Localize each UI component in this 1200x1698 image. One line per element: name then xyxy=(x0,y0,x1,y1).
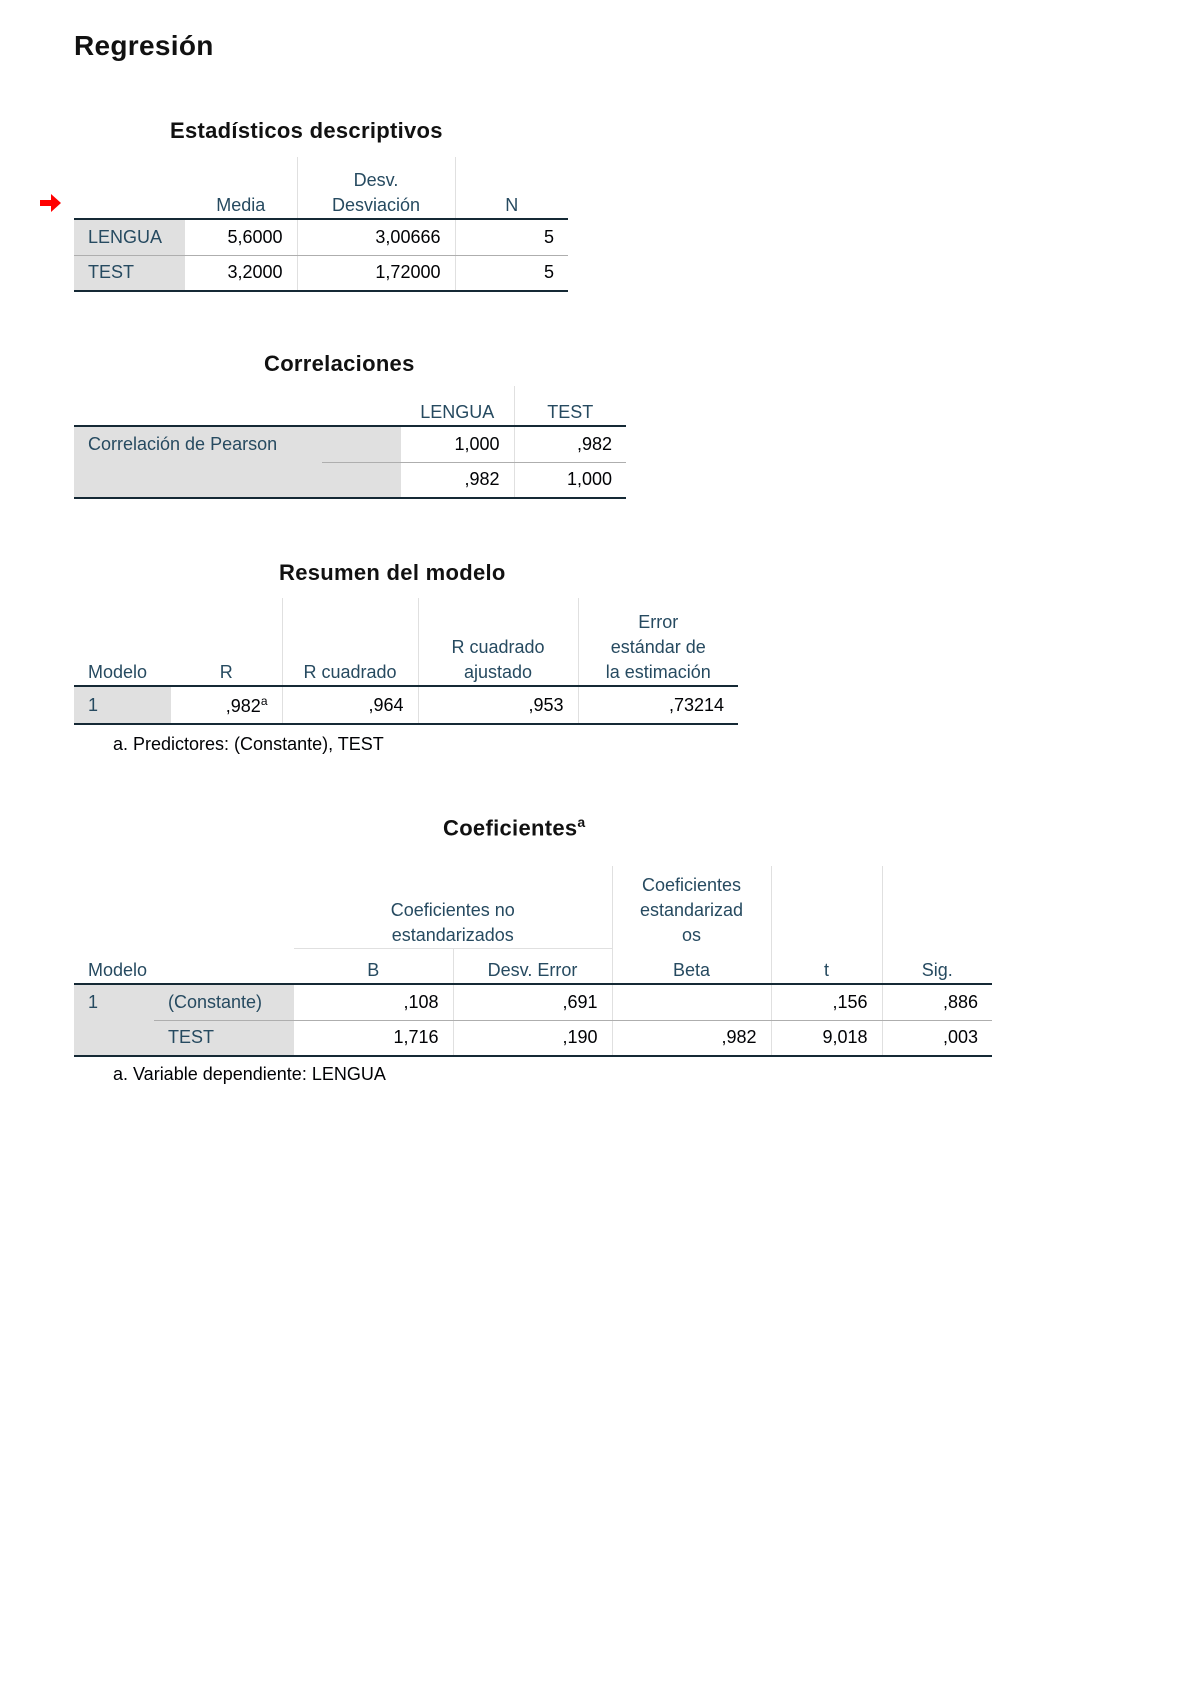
cell-r-cuadrado-ajustado: ,953 xyxy=(418,686,578,724)
cell-beta: ,982 xyxy=(612,1020,771,1056)
cell-beta xyxy=(612,984,771,1020)
table-header-row xyxy=(74,386,626,426)
col-r-cuadrado: R cuadrado xyxy=(282,598,418,686)
table-header-row xyxy=(74,948,992,984)
arrow-marker-icon xyxy=(40,193,62,213)
row-label: TEST xyxy=(74,255,185,291)
cell-variable: (Constante) xyxy=(154,984,294,1020)
correlaciones-table xyxy=(74,386,626,499)
col-error-estandar: Error estándar de la estimación xyxy=(578,598,738,686)
resumen-footnote: a. Predictores: (Constante), TEST xyxy=(113,734,384,754)
col-r-cuadrado-ajustado: R cuadrado ajustado xyxy=(418,598,578,686)
col-t: t xyxy=(771,948,882,984)
cell-desv: 3,00666 xyxy=(297,219,455,255)
cell-lengua: ,982 xyxy=(401,462,514,498)
cell-b: ,108 xyxy=(294,984,453,1020)
cell-r: ,982$^a$ xyxy=(171,686,282,724)
coeficientes-table xyxy=(74,866,992,1057)
cell-desv-error: ,190 xyxy=(453,1020,612,1056)
table-header-row xyxy=(74,157,568,219)
table-row xyxy=(74,219,568,255)
cell-b: 1,716 xyxy=(294,1020,453,1056)
cell-modelo xyxy=(74,1020,154,1056)
cell-n: 5 xyxy=(455,255,568,291)
col-beta: Beta xyxy=(612,948,771,984)
resumen-table xyxy=(74,598,738,725)
col-lengua: LENGUA xyxy=(420,402,495,422)
col-modelo: Modelo xyxy=(88,662,148,682)
cell-modelo: 1 xyxy=(74,984,154,1020)
row-label: LENGUA xyxy=(74,219,185,255)
page-title: Regresión xyxy=(74,30,214,61)
cell-sig: ,886 xyxy=(882,984,992,1020)
cell-media: 3,2000 xyxy=(185,255,297,291)
resumen-title: Resumen del modelo xyxy=(279,560,506,585)
col-modelo: Modelo xyxy=(88,960,148,980)
col-desv-error: Desv. Error xyxy=(453,948,612,984)
table-row xyxy=(74,984,992,1020)
cell-variable: TEST xyxy=(154,1020,294,1056)
cell-r-cuadrado: ,964 xyxy=(282,686,418,724)
footnote-marker: a xyxy=(260,693,268,708)
cell-t: 9,018 xyxy=(771,1020,882,1056)
cell-sig: ,003 xyxy=(882,1020,992,1056)
cell-test: ,982 xyxy=(514,426,626,462)
cell-t: ,156 xyxy=(771,984,882,1020)
table-row xyxy=(74,686,738,724)
descriptivos-table xyxy=(74,157,568,292)
coeficientes-title: Coeficientes$^a$ xyxy=(443,814,586,841)
cell-test: 1,000 xyxy=(514,462,626,498)
row-label: Correlación de Pearson xyxy=(74,426,322,498)
table-row xyxy=(74,255,568,291)
cell-lengua: 1,000 xyxy=(401,426,514,462)
cell-desv-error: ,691 xyxy=(453,984,612,1020)
table-header-row xyxy=(74,598,738,686)
table-header-row xyxy=(74,866,992,948)
col-coef-estandarizados: Coeficientes estandarizad os xyxy=(612,866,771,948)
cell-n: 5 xyxy=(455,219,568,255)
col-sig: Sig. xyxy=(882,948,992,984)
title-footnote-marker: a xyxy=(577,814,586,830)
col-desv: Desv. Desviación xyxy=(297,157,455,219)
descriptivos-title: Estadísticos descriptivos xyxy=(170,118,443,143)
col-r: R xyxy=(219,662,233,682)
table-row xyxy=(74,426,626,462)
cell-modelo: 1 xyxy=(74,686,171,724)
coeficientes-footnote: a. Variable dependiente: LENGUA xyxy=(113,1064,386,1084)
table-row xyxy=(74,1020,992,1056)
cell-desv: 1,72000 xyxy=(297,255,455,291)
col-b: B xyxy=(367,960,380,980)
col-n: N xyxy=(455,157,568,219)
col-coef-no-estandarizados: Coeficientes no estandarizados xyxy=(294,866,612,948)
cell-media: 5,6000 xyxy=(185,219,297,255)
col-test: TEST xyxy=(514,386,626,426)
col-media: Media xyxy=(216,195,266,215)
cell-error-estandar: ,73214 xyxy=(578,686,738,724)
correlaciones-title: Correlaciones xyxy=(264,351,415,376)
